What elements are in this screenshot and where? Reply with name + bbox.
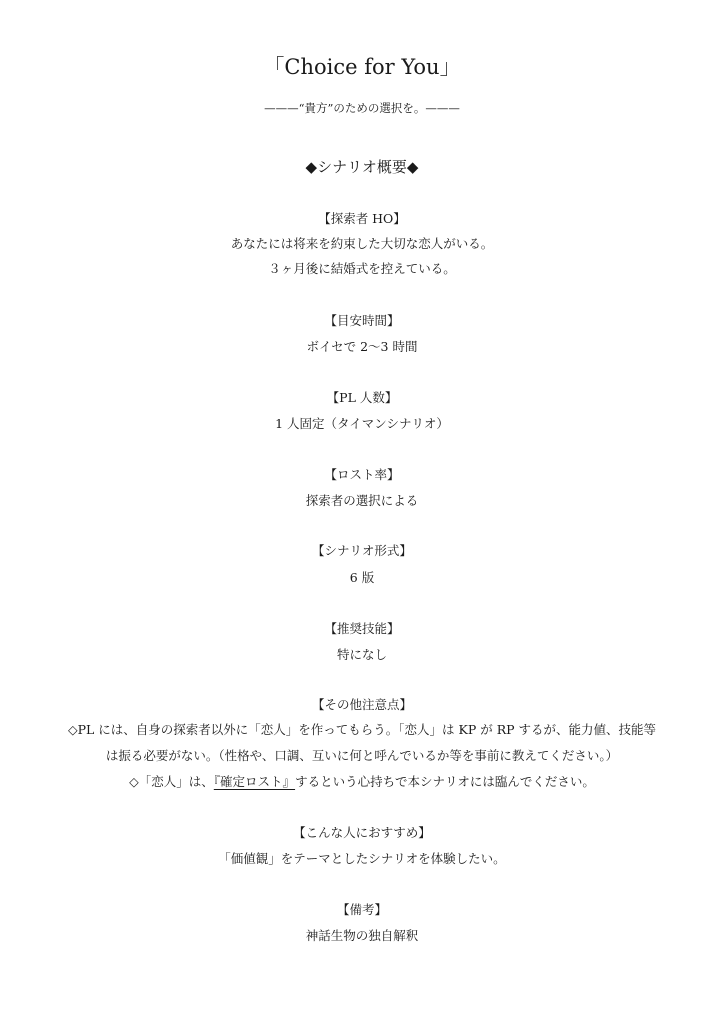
players-value: 1 人固定（タイマンシナリオ） [275,416,449,431]
time-value: ボイセで 2〜3 時間 [306,339,418,354]
section-heading-ho: 【探索者 HO】 [318,211,406,226]
notes-line-2: は振る必要がない。（性格や、口調、互いに何と呼んでいるか等を事前に教えてください。） [105,748,619,763]
ho-line-2: ３ヶ月後に結婚式を控えている。 [268,261,456,276]
section-heading-remarks: 【備考】 [336,902,387,917]
section-heading-players: 【PL 人数】 [326,390,398,405]
remarks-value: 神話生物の独自解釈 [305,928,419,943]
section-heading-skills: 【推奨技能】 [324,621,400,636]
section-heading-notes: 【その他注意点】 [311,697,412,712]
section-heading-time: 【目安時間】 [324,313,400,328]
notes-line-3-post: するという心持ちで本シナリオには臨んでください。 [295,774,595,789]
notes-line-3-pre: ◇「恋人」は、 [129,774,214,789]
notes-line-1: ◇PL には、自身の探索者以外に「恋人」を作ってもらう。「恋人」は KP が RP するが、能力値、技能等 [67,722,656,737]
skills-value: 特になし [336,647,387,662]
ho-line-1: あなたには将来を約束した大切な恋人がいる。 [230,236,494,251]
format-value: 6 版 [349,570,375,585]
recommend-value: 「価値観」をテーマとしたシナリオを体験したい。 [218,851,506,866]
overview-heading: ◆シナリオ概要◆ [305,158,419,176]
section-heading-lost: 【ロスト率】 [324,467,400,482]
notes-line-3 [0,774,724,790]
confirmed-lost-emphasis: 『確定ロスト』 [213,774,296,789]
document-title: 「Choice for You」 [263,55,461,79]
section-heading-recommend: 【こんな人におすすめ】 [293,825,431,840]
lost-value: 探索者の選択による [305,493,419,508]
section-heading-format: 【シナリオ形式】 [312,543,412,558]
document-subtitle: ———“貴方”のための選択を。——— [264,101,460,115]
